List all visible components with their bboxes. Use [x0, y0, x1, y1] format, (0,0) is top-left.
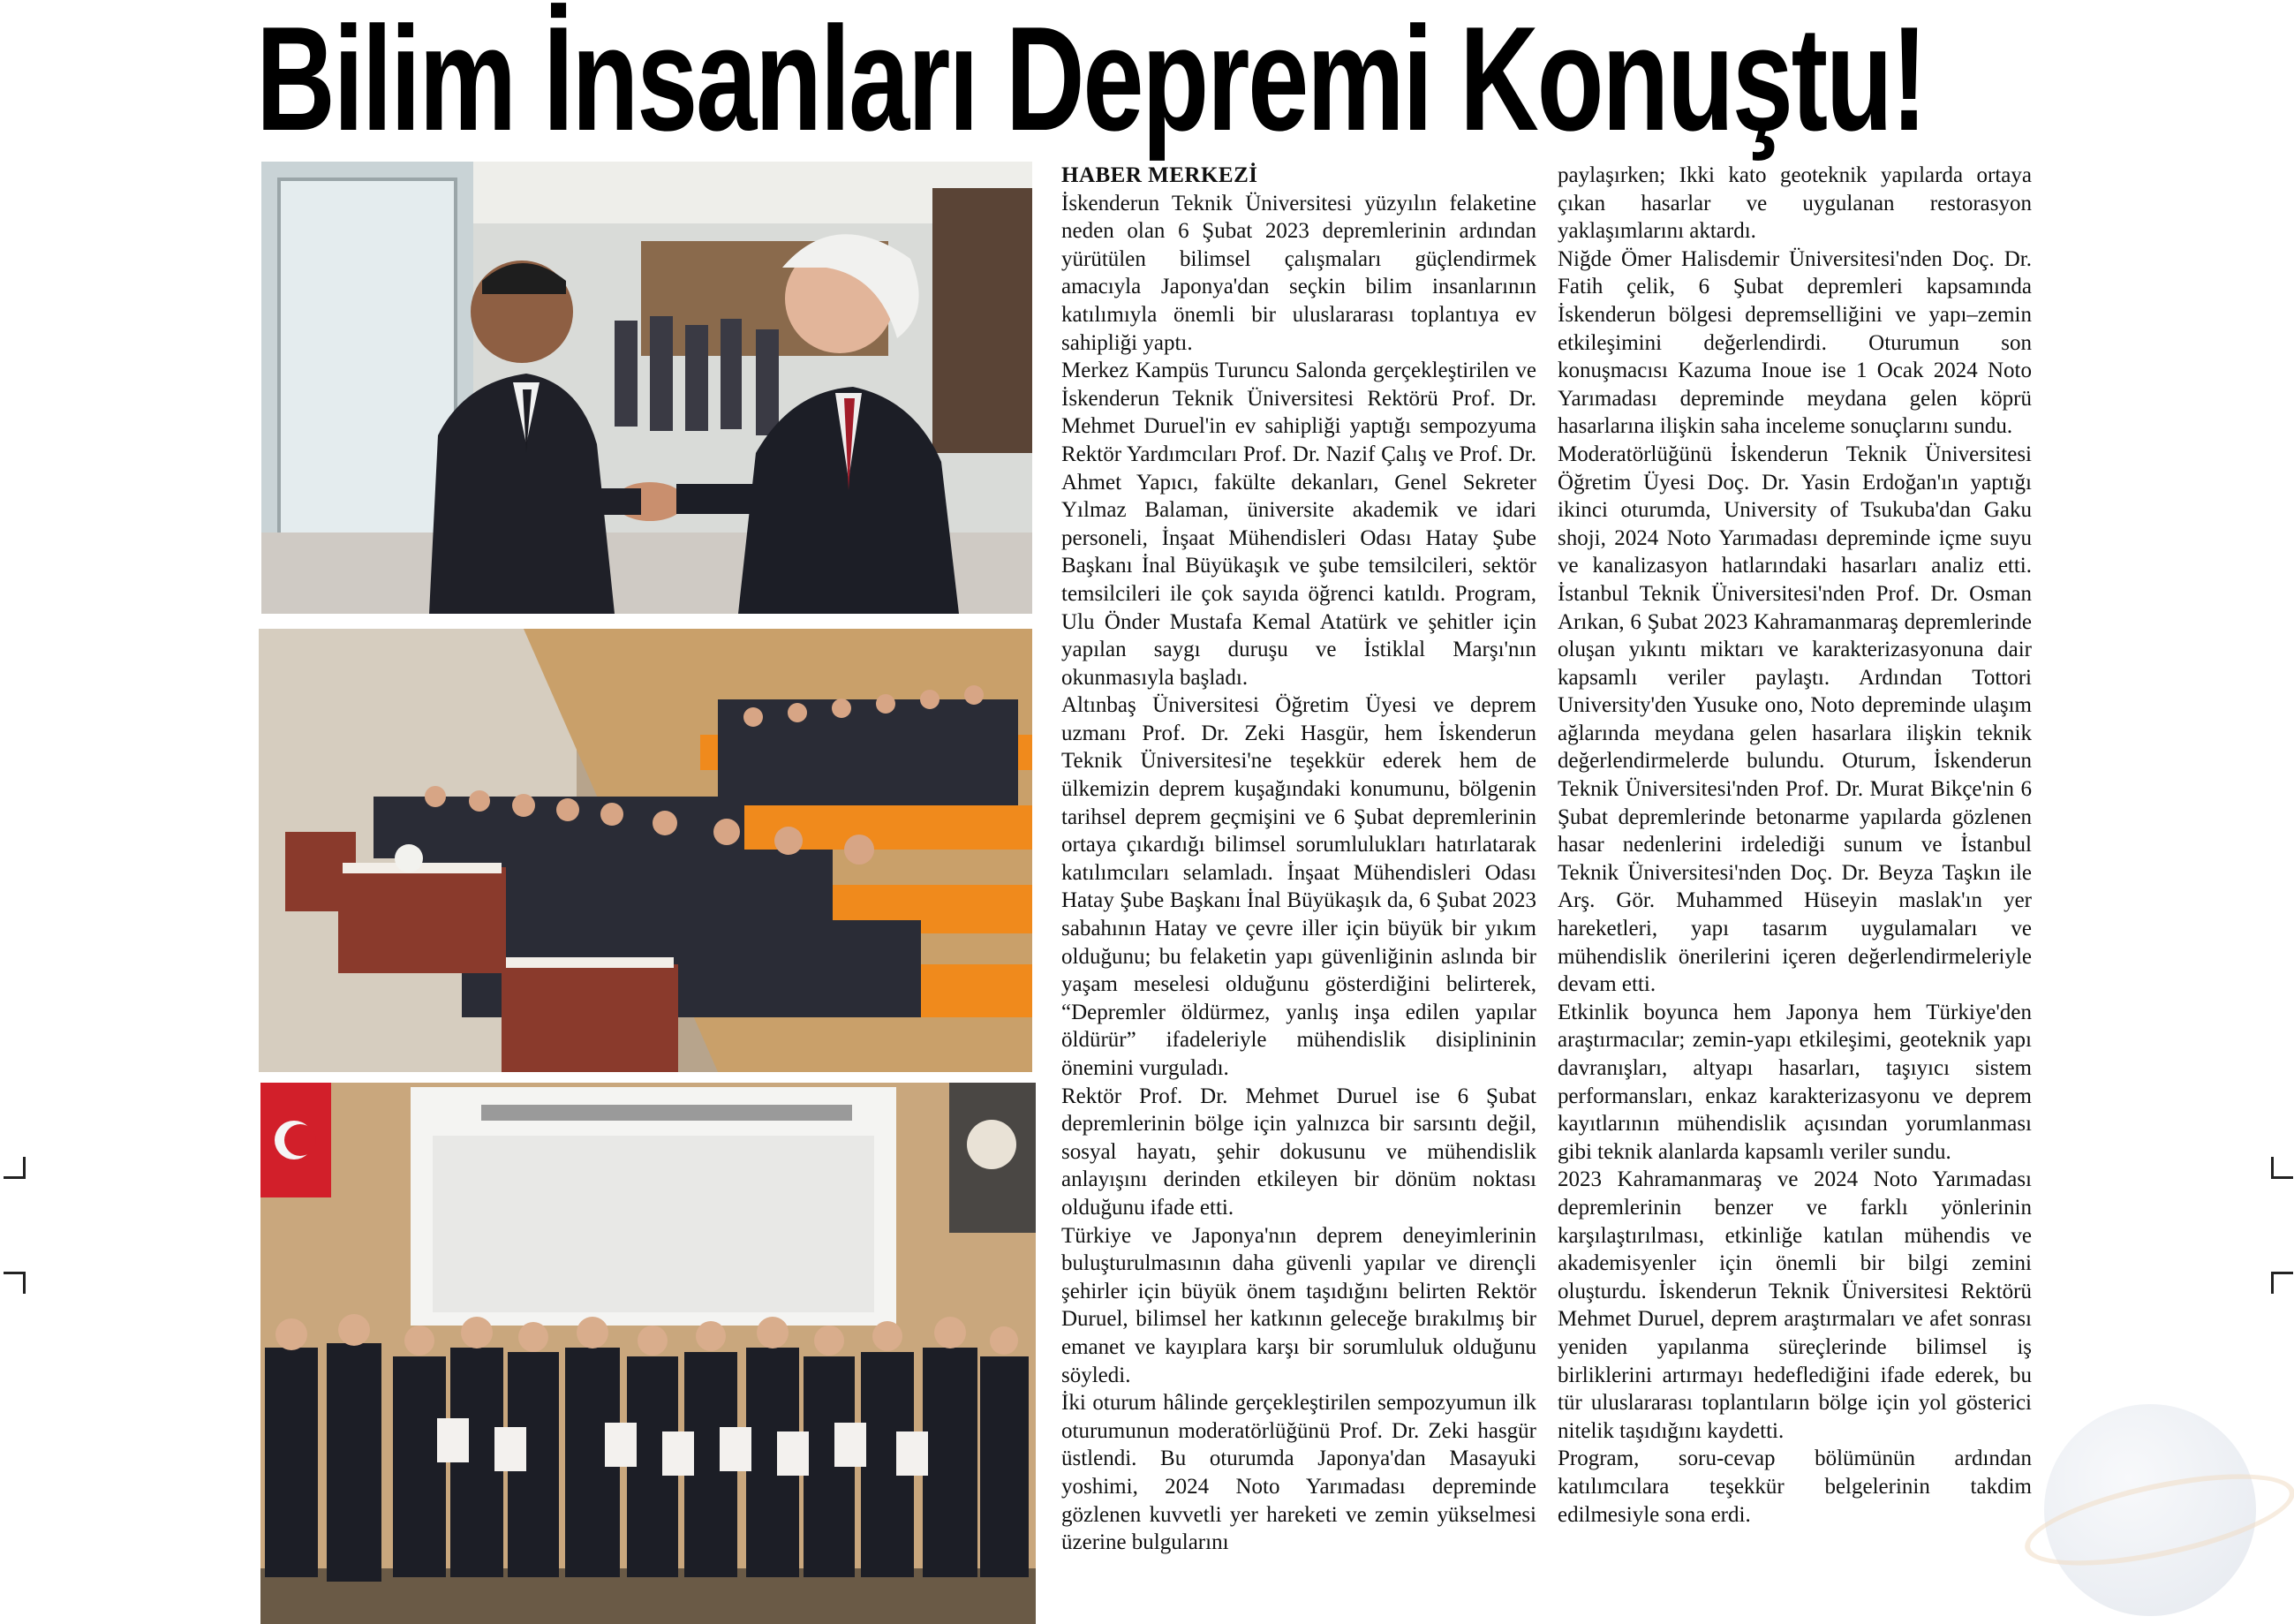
paragraph: Türkiye ve Japonya'nın deprem deneyimlerinin buluşturulmasının daha güvenli yapılar ve dirençli şehirler için büyük önem taşıdığını belirten Rektör Duruel, bilimsel her katkının geleceğe bırakılmış bir emanet ve kayıplara karşı bir sorumluluk olduğunu söyledi.	[1061, 1223, 1536, 1387]
article-column-1	[1061, 162, 1536, 1624]
crop-mark	[4, 1272, 26, 1294]
byline: HABER MERKEZİ	[1061, 163, 1258, 187]
headline: Bilim İnsanları Depremi Konuştu!	[256, 0, 1926, 162]
paragraph: Program, soru-cevap bölümünün ardından katılımcılara teşekkür belgelerinin takdim edilmesiyle sona erdi.	[1558, 1446, 2032, 1527]
paragraph: Altınbaş Üniversitesi Öğretim Üyesi ve deprem uzmanı Prof. Dr. Zeki Hasgür, hem İskenderun Teknik Üniversitesi'ne teşekkür ederek hem de ülkemizin deprem kuşağındaki konumunu, bölgenin tarihsel deprem geçmişini ve 6 Şubat depremlerinin ortaya çıkardığı bilimsel sorumlulukları hatırlatarak katılımcıları selamladı. İnşaat Mühendisleri Odası Hatay Şube Başkanı İnal Büyükaşık da, 6 Şubat 2023 sabahının Hatay ve çevre iller için büyük bir yıkım olduğunu; bu felaketin yapı güvenliğinin aslında bir yaşam meselesi olduğunu gösterdiğini belirterek, “Depremler öldürmez, yanlış inşa edilen yapılar öldürür” ifadeleriyle mühendislik disiplininin önemini vurguladı.	[1061, 693, 1536, 1080]
paragraph: Merkez Kampüs Turuncu Salonda gerçekleştirilen ve İskenderun Teknik Üniversitesi Rektörü Prof. Dr. Mehmet Duruel'in ev sahipliği yaptığı sempozyuma Rektör Yardımcıları Prof. Dr. Nazif Çalış ve Prof. Dr. Ahmet Yapıcı, fakülte dekanları, Genel Sekreter Yılmaz Balaman, üniversite akademik ve idari personeli, İnşaat Mühendisleri Odası Hatay Şube Başkanı İnal Büyükaşık ve şube temsilcileri, sektör temsilcileri ile çok sayıda öğrenci katıldı. Program, Ulu Önder Mustafa Kemal Atatürk ve şehitler için yapılan saygı duruşu ve İstiklal Marşı'nın okunmasıyla başladı.	[1061, 359, 1536, 690]
paragraph: 2023 Kahramanmaraş ve 2024 Noto Yarımadası depremlerinin benzer ve farklı yönlerinin karşılaştırılması, etkinliğe katılan mühendis ve akademisyenler için önemli bir bilgi zemini oluşturdu. İskenderun Teknik Üniversitesi Rektörü Mehmet Duruel, deprem araştırmaları ve afet sonrası yeniden yapılanma süreçlerinde bilimsel iş birliklerini artırmayı hedeflediğini ifade ederek, bu tür uluslararası toplantıların bölge için yol gösterici nitelik taşıdığını kaydetti.	[1558, 1167, 2032, 1443]
audience-photo	[259, 629, 1032, 1072]
paragraph: İskenderun Teknik Üniversitesi yüzyılın felaketine neden olan 6 Şubat 2023 depremlerinin ardından yürütülen bilimsel çalışmaları güçlendirmek amacıyla Japonya'dan seçkin bilim insanlarının katılımıyla önemli bir uluslararası toplantıya ev sahipliği yaptı.	[1061, 191, 1536, 355]
crop-mark	[2271, 1157, 2293, 1179]
crop-mark	[2271, 1272, 2293, 1294]
crop-mark	[4, 1157, 26, 1179]
article-column-2	[1558, 162, 2032, 1624]
paragraph: İki oturum hâlinde gerçekleştirilen sempozyumun ilk oturumunun moderatörlüğünü Prof. Dr. Zeki hasgür üstlendi. Bu oturumda Japonya'dan Masayuki yoshimi, 2024 Noto Yarımadası depreminde gözlenen kuvvetli yer hareketi ve zemin yükselmesi üzerine bulgularını	[1061, 1391, 1536, 1555]
paragraph: paylaşırken; Ikki kato geoteknik yapılarda ortaya çıkan hasarlar ve uygulanan restorasyon yaklaşımlarını aktardı.	[1558, 163, 2032, 244]
handshake-photo	[261, 162, 1032, 614]
paragraph: Rektör Prof. Dr. Mehmet Duruel ise 6 Şubat depremlerinin bölge için yalnızca bir sarsıntı değil, sosyal hayatı, şehir dokusunu ve mühendislik anlayışını derinden etkileyen bir dönüm noktası olduğunu ifade etti.	[1061, 1084, 1536, 1220]
group-photo	[260, 1083, 1036, 1624]
paragraph: Moderatörlüğünü İskenderun Teknik Üniversitesi Öğretim Üyesi Doç. Dr. Yasin Erdoğan'ın yaptığı ikinci oturumda, University of Tsukuba'dan Gaku shoji, 2024 Noto Yarımadası depreminde içme suyu ve kanalizasyon hatlarındaki hasarları analiz etti. İstanbul Teknik Üniversitesi'nden Prof. Dr. Osman Arıkan, 6 Şubat 2023 Kahramanmaraş depremlerinde oluşan yıkıntı miktarı ve karakterizasyonuna dair kapsamlı veriler paylaştı. Ardından Tottori University'den Yusuke ono, Noto depreminde ulaşım ağlarında meydana gelen hasarlara ilişkin teknik değerlendirmelerde bulundu. Oturum, İskenderun Teknik Üniversitesi'nden Prof. Dr. Murat Bikçe'nin 6 Şubat depremlerinde betonarme yapılarda gözlenen hasar nedenlerini irdelediği sunum ve İstanbul Teknik Üniversitesi'nden Doç. Dr. Beyza Taşkın ile Arş. Gör. Muhammed Hüseyin maslak'ın yer hareketleri, yapı tasarım uygulamaları ve mühendislik önerilerini içeren değerlendirmeleriyle devam etti.	[1558, 442, 2032, 997]
paragraph: Etkinlik boyunca hem Japonya hem Türkiye'den araştırmacılar; zemin-yapı etkileşimi, geoteknik yapı davranışları, altyapı hasarları, taşıyıcı sistem performansları, enkaz karakterizasyonu ve deprem kayıtlarının mühendislik açısından yorumlanması gibi teknik alanlarda kapsamlı veriler sundu.	[1558, 1000, 2032, 1164]
paragraph: Niğde Ömer Halisdemir Üniversitesi'nden Doç. Dr. Fatih çelik, 6 Şubat depremleri kapsamında İskenderun bölgesi depremselliğini ve yapı–zemin etkileşimini değerlendirdi. Oturumun son konuşmacısı Kazuma Inoue ise 1 Ocak 2024 Noto Yarımadası depreminde meydana gelen köprü hasarlarına ilişkin saha inceleme sonuçlarını sundu.	[1558, 246, 2032, 439]
